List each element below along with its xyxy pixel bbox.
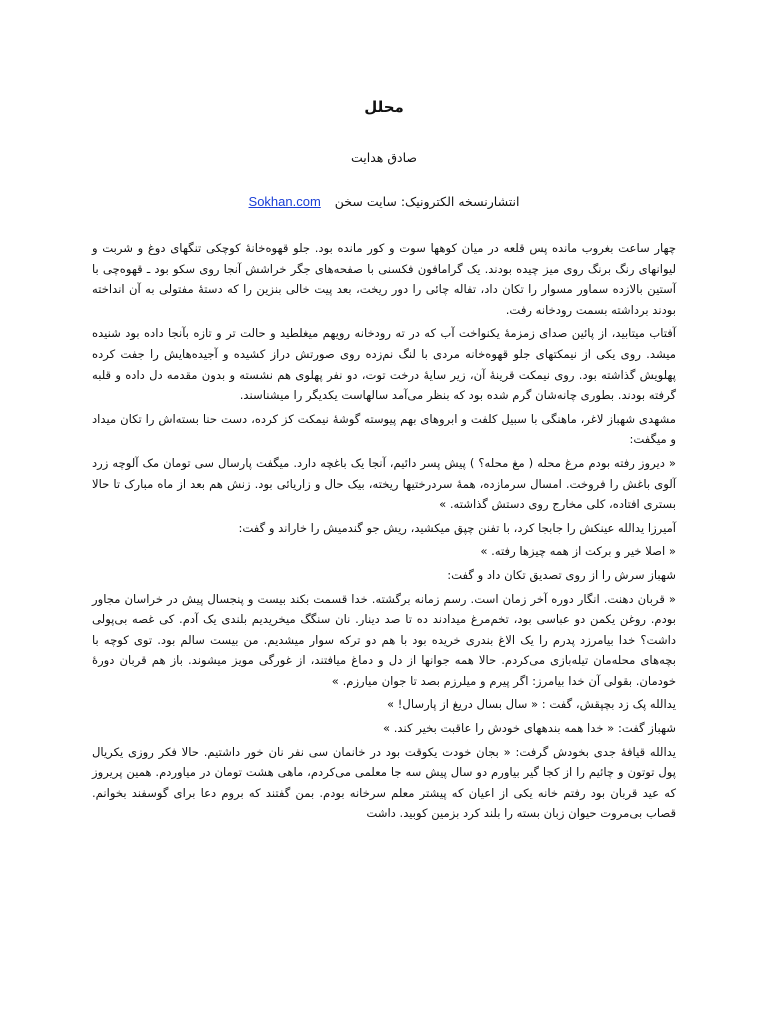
publisher-label: انتشارنسخه الکترونیک: سایت سخن [334, 194, 520, 209]
author-name: صادق هدایت [350, 150, 418, 165]
paragraph: چهار ساعت بغروب مانده پس قلعه در میان کوهها سوت و کور مانده بود. جلو قهوه‌خانهٔ کوچکی تنگهای دوغ و شربت و لیوانهای رنگ برنگ روی میز چیده بودند. یک گرامافون فکسنی با صفحه‌های جگر خراشش آنجا روی سکو بود ـ قهوه‌چی با آستین بالازده سماور مسوار را تکان داد، تفاله چائی را دور ریخت، بعد پیت خالی بنزین را که دستهٔ مفتولی به آن انداخته بودند برداشته بسمت رودخانه رفت. [92, 241, 676, 317]
paragraph: شهباز سرش را از روی تصدیق تکان داد و گفت: [447, 567, 676, 582]
story-body [92, 238, 676, 827]
paragraph: آمیرزا یدالله عینکش را جابجا کرد، با تفنن چپق میکشید، ریش جو گندمیش را خاراند و گفت: [238, 520, 676, 535]
paragraph: شهباز گفت: « خدا همه بندههای خودش را عاقبت بخیر کند. » [382, 721, 676, 736]
sokhan-link[interactable]: Sokhan.com [248, 194, 321, 209]
publisher-line [0, 194, 768, 209]
paragraph: آفتاب میتابید، از پائین صدای زمزمهٔ یکنواخت آب که در ته رودخانه رویهم میغلطید و حالت تر و تازه بآنجا داده بود شنیده میشد. روی یکی از نیمکتهای جلو قهوه‌خانه مردی با لنگ نم‌زده روی صورتش دراز کشیده و آجیده‌هایش را جفت کرده پهلویش گذاشته بود. روی نیمکت قرینهٔ آن، زیر سایهٔ درخت توت، دو نفر پهلوی هم نشسته و بدون مقدمه دل داده و قلبه گرفته بودند. بطوری چانه‌شان گرم شده بود که بنظر می‌آمد سالهاست یکدیگر را میشناسند. [92, 326, 676, 403]
paragraph: « اصلا خیر و برکت از همه چیزها رفته. » [480, 544, 676, 559]
paragraph: یدالله قیافهٔ جدی بخودش گرفت: « بجان خودت یکوقت بود در خانمان سی نفر نان خور داشتیم. حالا فکر روزی یکریال پول توتون و چائیم را از کجا گیر بیاورم دو سال پیش سه جا معلمی می‌کردم، ماهی هشت تومان در میاوردم. همین پریروز که عید قربان بود رفتم خانه یکی از اعیان که پیشتر معلم سرخانه بودم. بمن گفتند که بروم دعا برای گوسفند بخوانم. قصاب بی‌مروت حیوان زبان بسته را بلند کرد بزمین کوبید. داشت [92, 744, 676, 821]
document-title: محلل [364, 98, 404, 116]
paragraph: یدالله پک زد بچپقش، گفت : « سال بسال دریغ از پارسال! » [386, 697, 676, 712]
paragraph: « قربان دهنت. انگار دوره آخر زمان است. رسم زمانه برگشته. خدا قسمت بکند بیست و پنجسال پیش در خراسان مجاور بودم. روغن یکمن دو عباسی بود، تخم‌مرغ میدادند ده تا صد دینار. نان سنگگ میخریدیم بلندی یک آدم. کی غصه بی‌پولی داشت؟ خدا بیامرزد پدرم را یک الاغ بندری خریده بود با هم دو ترکه سوار میشدیم. من بیست سالم بود. توی کوچه با بچه‌های محله‌مان تیله‌بازی می‌کردم. حالا همه جوانها از دل و دماغ میافتند، از غورگی مویز میشوند. باز هم قربان دورهٔ خودمان. بقولی آن خدا بیامرز: اگر پیرم و میلرزم بصد تا جوان میارزم. » [92, 591, 676, 688]
paragraph: مشهدی شهباز لاغر، ماهنگی با سبیل کلفت و ابروهای بهم پیوسته گوشهٔ نیمکت کز کرده، دست حنا بسته‌اش را تکان میداد و میگفت: [92, 411, 676, 447]
paragraph: « دیروز رفته بودم مرغ محله ( مغ محله؟ ) پیش پسر دائیم، آنجا یک باغچه دارد. میگفت پارسال سی تومان مک آلوچه زرد آلوی باغش را فروخت. امسال سرمازده، همهٔ سردرختیها ریخته، بیک حال و زاریائی بود. زنش هم بعد از ماه مبارک تا حالا بستری افتاده، کلی مخارج روی دستش گذاشته. » [92, 455, 676, 512]
